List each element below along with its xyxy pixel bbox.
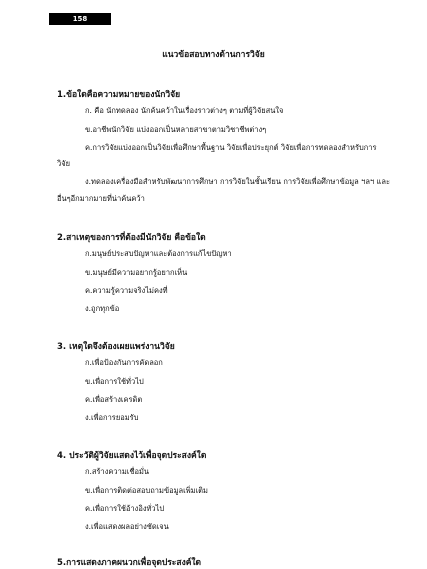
question-1-title: 1.ข้อใดคือความหมายของนักวิจัย <box>57 90 181 100</box>
question-4-title: 4. ประวัติผู้วิจัยแสดงไว้เพื่อจุดประสงค์ใด <box>57 451 207 461</box>
question-2-option-c: ค.ความรู้ความจริงไม่คงที่ <box>85 286 168 295</box>
question-1-option-c-continuation: วิจัย <box>57 159 71 168</box>
question-3-option-d: ง.เพื่อการยอมรับ <box>85 413 139 422</box>
question-1-option-a: ก. คือ นักทดลอง นักค้นคว้าในเรื่องราวต่างๆ ตามที่ผู้วิจัยสนใจ <box>85 106 284 115</box>
question-4-option-d: ง.เพื่อแสดงผลอย่างชัดเจน <box>85 522 169 531</box>
question-2-title: 2.สาเหตุของการที่ต้องมีนักวิจัย คือข้อใด <box>57 233 206 243</box>
question-4-option-c: ค.เพื่อการใช้อ้างอิงทั่วไป <box>85 504 165 513</box>
question-1-option-d: ง.ทดลองเครื่องมือสำหรับพัฒนาการศึกษา การวิจัยในชั้นเรียน การวิจัยเพื่อศึกษาข้อมูล ฯลฯ และ <box>85 177 390 186</box>
question-3-option-b: ข.เพื่อการใช้ทั่วไป <box>85 377 144 386</box>
question-1-option-c: ค.การวิจัยแบ่งออกเป็นวิจัยเพื่อศึกษาพื้นฐาน วิจัยเพื่อประยุกต์ วิจัยเพื่อการทดลองสำหรับการ <box>85 143 377 152</box>
question-2-option-d: ง.ถูกทุกข้อ <box>85 304 120 313</box>
question-5-title: 5.การแสดงภาคผนวกเพื่อจุดประสงค์ใด <box>57 558 202 568</box>
question-4-option-b: ข.เพื่อการติดต่อสอบถามข้อมูลเพิ่มเติม <box>85 486 208 495</box>
question-3-option-a: ก.เพื่อป้องกันการคัดลอก <box>85 358 163 367</box>
question-4-option-a: ก.สร้างความเชื่อมั่น <box>85 467 150 476</box>
question-2-option-a: ก.มนุษย์ประสบปัญหาและต้องการแก้ไขปัญหา <box>85 249 232 258</box>
question-1-option-b: ข.อาชีพนักวิจัย แบ่งออกเป็นหลายสาขาตามวิชาชีพต่างๆ <box>85 125 267 134</box>
question-3-option-c: ค.เพื่อสร้างเครดิต <box>85 395 143 404</box>
page-number: 158 <box>49 13 111 25</box>
question-1-option-d-continuation: อื่นๆอีกมากมายที่น่าค้นคว้า <box>57 194 145 203</box>
question-3-title: 3. เหตุใดจึงต้องเผยแพร่งานวิจัย <box>57 342 175 352</box>
question-2-option-b: ข.มนุษย์มีความอยากรู้อยากเห็น <box>85 268 188 277</box>
document-title: แนวข้อสอบทางด้านการวิจัย <box>162 50 265 60</box>
